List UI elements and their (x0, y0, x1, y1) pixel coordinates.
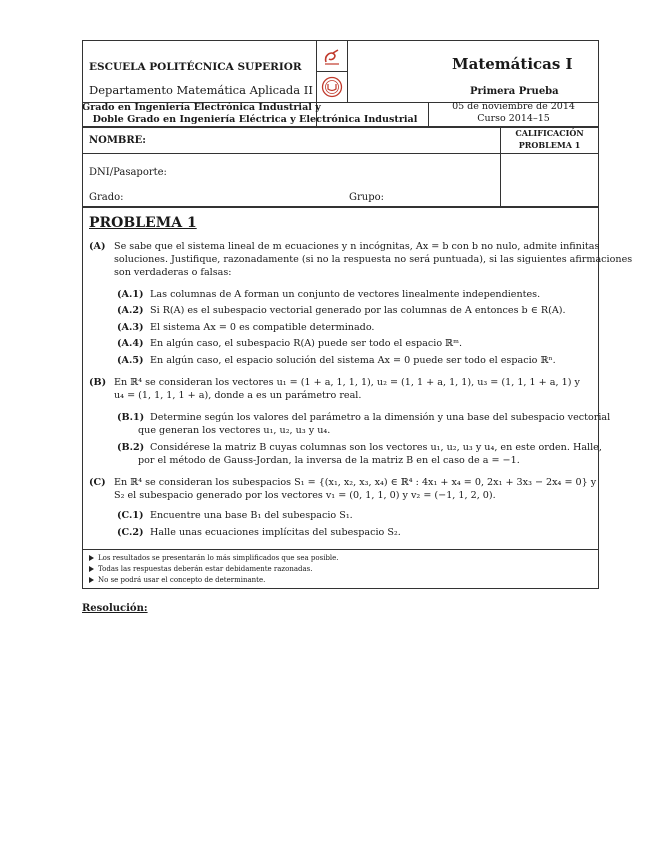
item-a2-text: Si R(A) es el subespacio vectorial generado por las columnas de A entonces b ∈ R(A). (150, 305, 566, 316)
part-c-label: (C) (89, 477, 106, 488)
exam-date: 05 de noviembre de 2014 (452, 101, 575, 112)
degree-line-1: Grado en Ingeniería Electrónica Industrial y (82, 102, 321, 113)
item-a1-text: Las columnas de A forman un conjunto de vectores linealmente independientes. (150, 289, 541, 300)
id-label: DNI/Pasaporte: (89, 167, 167, 178)
item-b2-label: (B.2) (117, 442, 145, 453)
course-title: Matemáticas I (452, 55, 573, 73)
resolution-label: Resolución: (82, 603, 148, 614)
university-seal-icon (318, 74, 346, 100)
item-b1-label: (B.1) (117, 412, 145, 423)
group-label: Grupo: (349, 192, 384, 203)
grade-label-1: CALIFICACIÓN (515, 128, 584, 138)
part-c-text-1: En ℝ⁴ se consideran los subespacios S₁ = {(x₁, x₂, x₃, x₄) ∈ ℝ⁴ : 4x₁ + x₄ = 0, 2x₁ + 3x₃ − 2x₄ = 0} y (114, 477, 597, 488)
note-2: Todas las respuestas deberán estar debidamente razonadas. (89, 564, 312, 574)
bullet-triangle-icon (89, 555, 94, 561)
problem-title: PROBLEMA 1 (89, 215, 197, 231)
test-name: Primera Prueba (470, 86, 559, 97)
part-a-text-2: soluciones. Justifique, razonadamente (si no la respuesta no será puntuada), si las siguientes afirmaciones (114, 254, 633, 265)
school-name: ESCUELA POLITÉCNICA SUPERIOR (89, 61, 302, 73)
item-a4-label: (A.4) (117, 338, 144, 349)
bullet-triangle-icon (89, 566, 94, 572)
note-1: Los resultados se presentarán lo más simplificados que sea posible. (89, 553, 339, 563)
item-b1-text-1: Determine según los valores del parámetro a la dimensión y una base del subespacio vectorial (150, 412, 611, 423)
degree-line-2: Doble Grado en Ingeniería Eléctrica y Electrónica Industrial (92, 114, 418, 125)
item-c2-text: Halle unas ecuaciones implícitas del subespacio S₂. (150, 527, 401, 538)
course-year: Curso 2014–15 (477, 113, 550, 124)
degree-label: Grado: (89, 192, 124, 203)
part-a-text-1: Se sabe que el sistema lineal de m ecuaciones y n incógnitas, Ax = b con b no nulo, admite infinitas (114, 241, 600, 252)
item-c1-text: Encuentre una base B₁ del subespacio S₁. (150, 510, 353, 521)
part-a-text-3: son verdaderas o falsas: (114, 267, 232, 278)
item-a5-label: (A.5) (117, 355, 144, 366)
part-a-label: (A) (89, 241, 106, 252)
item-a3-text: El sistema Ax = 0 es compatible determinado. (150, 322, 375, 333)
grade-label-2: PROBLEMA 1 (518, 140, 581, 150)
item-a2-label: (A.2) (117, 305, 144, 316)
item-b2-text-1: Considérese la matriz B cuyas columnas son los vectores u₁, u₂, u₃ y u₄, en este orden. Halle, (150, 442, 602, 453)
eps-logo-icon (318, 44, 346, 69)
item-a5-text: En algún caso, el espacio solución del sistema Ax = 0 puede ser todo el espacio ℝⁿ. (150, 355, 556, 366)
item-b2-text-2: por el método de Gauss-Jordan, la inversa de la matriz B en el caso de a = −1. (138, 455, 520, 466)
name-label: NOMBRE: (89, 135, 146, 146)
item-c2-label: (C.2) (117, 527, 144, 538)
item-a3-label: (A.3) (117, 322, 144, 333)
part-b-text-1: En ℝ⁴ se consideran los vectores u₁ = (1 + a, 1, 1, 1), u₂ = (1, 1 + a, 1, 1), u₃ = (1, 1, 1 + a, 1) y (114, 377, 580, 388)
bullet-triangle-icon (89, 577, 94, 583)
department-name: Departamento Matemática Aplicada II (89, 83, 313, 97)
note-3: No se podrá usar el concepto de determinante. (89, 575, 265, 585)
item-b1-text-2: que generan los vectores u₁, u₂, u₃ y u₄. (138, 425, 331, 436)
part-c-text-2: S₂ el subespacio generado por los vectores v₁ = (0, 1, 1, 0) y v₂ = (−1, 1, 2, 0). (114, 490, 496, 501)
item-a1-label: (A.1) (117, 289, 144, 300)
item-c1-label: (C.1) (117, 510, 144, 521)
part-b-label: (B) (89, 377, 107, 388)
item-a4-text: En algún caso, el subespacio R(A) puede ser todo el espacio ℝᵐ. (150, 338, 463, 349)
part-b-text-2: u₄ = (1, 1, 1, 1 + a), donde a es un parámetro real. (114, 390, 362, 401)
